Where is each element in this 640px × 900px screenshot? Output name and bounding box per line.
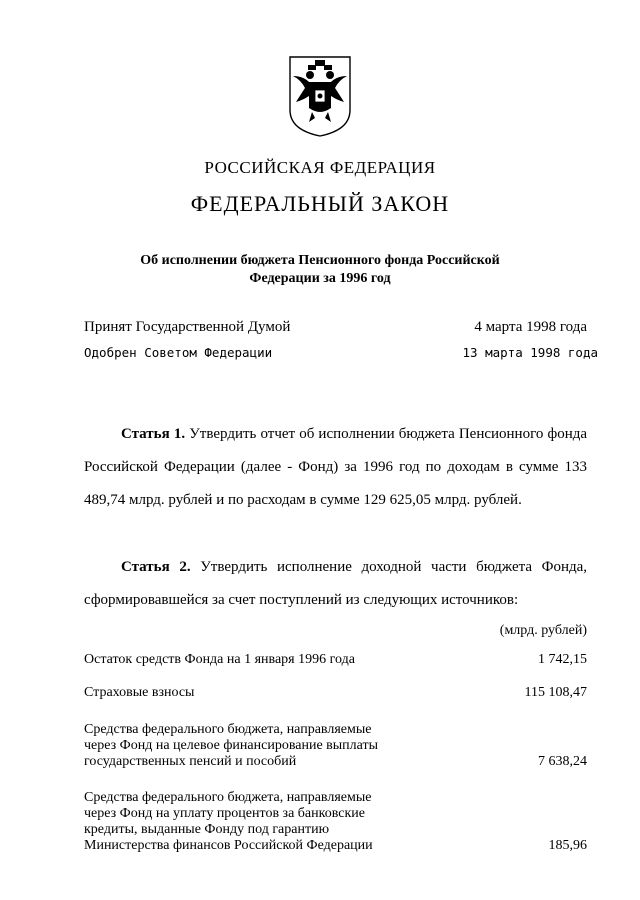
- adopted-date: 4 марта 1998 года: [474, 319, 587, 335]
- list-item: [84, 722, 587, 770]
- income-value: 115 108,47: [524, 685, 587, 700]
- russian-coat-of-arms-icon: [287, 54, 353, 138]
- article-label: Статья 1.: [121, 426, 186, 442]
- article-label: Статья 2.: [121, 559, 191, 575]
- income-label-line: государственных пенсий и пособий: [84, 754, 297, 769]
- income-label: [84, 790, 444, 854]
- article-text: Утвердить исполнение доходной части бюджета Фонда, сформировавшейся за счет поступлений из следующих источников:: [84, 559, 588, 608]
- income-label: [84, 652, 444, 668]
- income-value: 185,96: [548, 838, 587, 853]
- income-label: [84, 685, 444, 701]
- income-label-line: через Фонд на уплату процентов за банковские: [84, 806, 365, 821]
- article-2: [84, 551, 587, 617]
- approved-label: Одобрен Советом Федерации: [84, 345, 273, 360]
- income-label-line: Средства федерального бюджета, направляемые: [84, 790, 372, 805]
- country-name: РОССИЙСКАЯ ФЕДЕРАЦИЯ: [204, 158, 436, 177]
- income-value: 7 638,24: [538, 754, 587, 769]
- income-label-line: Страховые взносы: [84, 685, 195, 700]
- income-label-line: Средства федерального бюджета, направляемые: [84, 722, 372, 737]
- list-item: [84, 685, 587, 701]
- law-title: [110, 252, 530, 288]
- article-text: Утвердить отчет об исполнении бюджета Пенсионного фонда Российской Федерации (далее - Фонд) за 1996 год по доходам в сумме 133 489,74 млрд. рублей и по расходам в сумме 129 625,05 млрд. рублей.: [84, 426, 588, 508]
- list-item: [84, 790, 587, 854]
- income-label: [84, 722, 444, 770]
- income-label-line: Остаток средств Фонда на 1 января 1996 года: [84, 652, 355, 667]
- law-title-line: Об исполнении бюджета Пенсионного фонда Российской: [140, 253, 500, 268]
- article-1: [84, 418, 587, 517]
- approved-date: 13 марта 1998 года: [462, 345, 598, 360]
- income-label-line: Министерства финансов Российской Федерации: [84, 838, 373, 853]
- units-label: (млрд. рублей): [499, 623, 587, 638]
- income-label-line: кредиты, выданные Фонду под гарантию: [84, 822, 330, 837]
- income-value: 1 742,15: [538, 652, 587, 667]
- list-item: [84, 652, 587, 668]
- law-title-line: Федерации за 1996 год: [249, 271, 391, 286]
- income-label-line: через Фонд на целевое финансирование выплаты: [84, 738, 379, 753]
- document-type: ФЕДЕРАЛЬНЫЙ ЗАКОН: [190, 191, 450, 216]
- adopted-label: Принят Государственной Думой: [84, 319, 291, 335]
